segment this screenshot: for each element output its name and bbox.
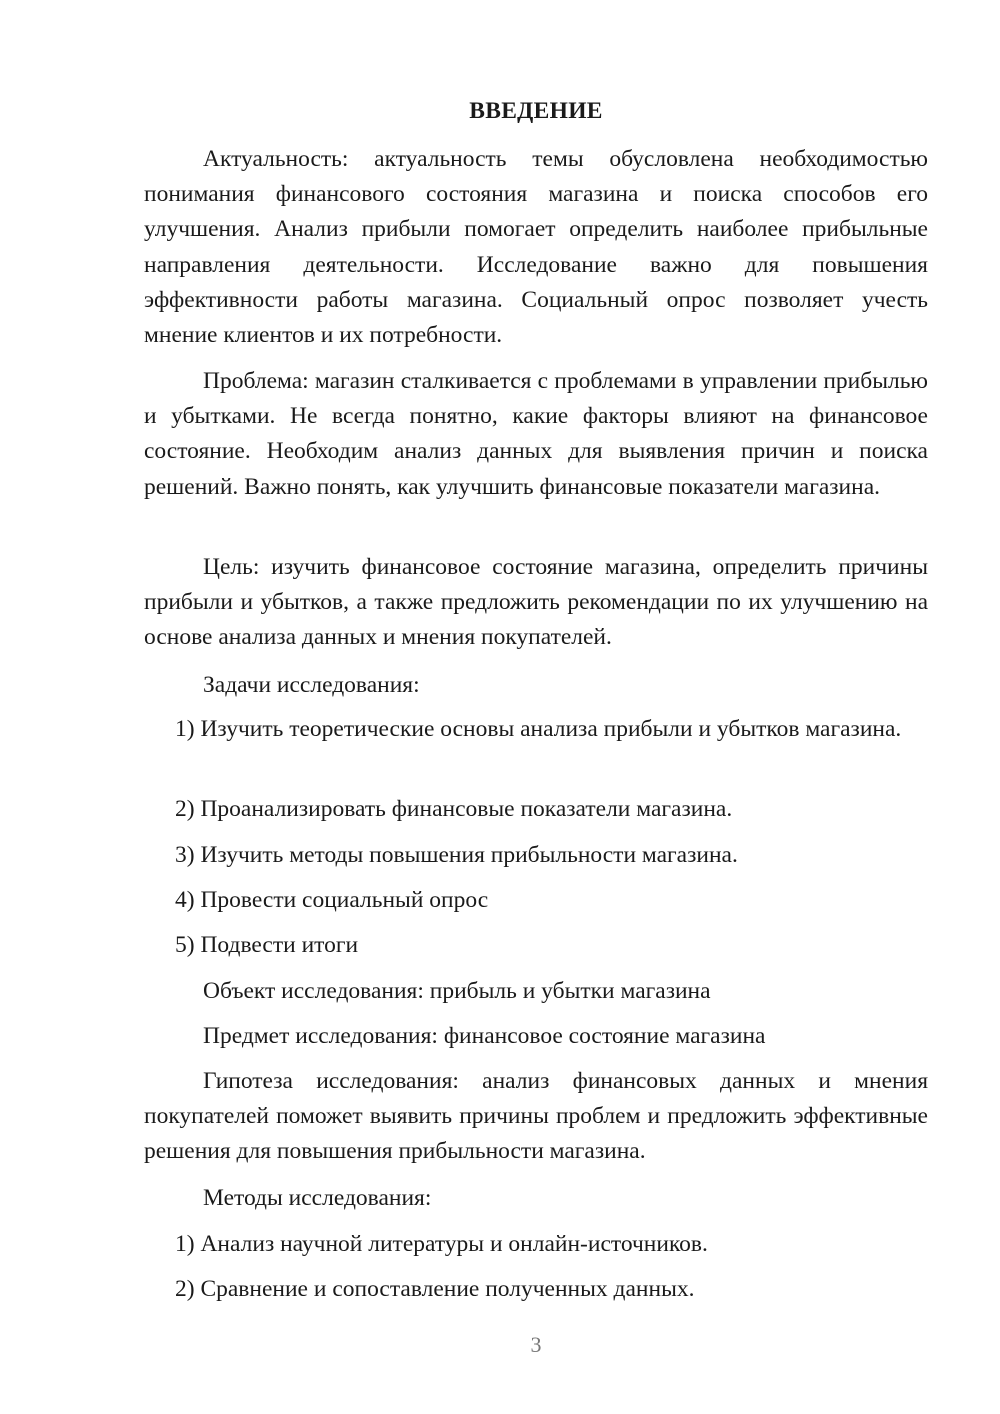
task-item: 4) Провести социальный опрос [175,887,489,913]
section-title: ВВЕДЕНИЕ [469,98,603,124]
problem-paragraph: Проблема: магазин сталкивается с проблемами в управлении прибылью и убытками. Не всегда понятно, какие факторы влияют на финансовое состояние. Необходим анализ данных для выявления причин и поиска решений. Важно понять, как улучшить финансовые показатели магазина. [144,368,928,500]
hypothesis-paragraph: Гипотеза исследования: анализ финансовых данных и мнения покупателей поможет выявить причины проблем и предложить эффективные решения для повышения прибыльности магазина. [144,1068,928,1165]
method-item: 2) Сравнение и сопоставление полученных данных. [175,1276,695,1302]
tasks-heading: Задачи исследования: [203,672,420,698]
object-line: Объект исследования: прибыль и убытки магазина [203,978,711,1004]
task-item: 5) Подвести итоги [175,932,359,958]
goal-paragraph: Цель: изучить финансовое состояние магазина, определить причины прибыли и убытков, а также предложить рекомендации по их улучшению на основе анализа данных и мнения покупателей. [144,554,928,651]
subject-line: Предмет исследования: финансовое состояние магазина [203,1023,766,1049]
page-number: 3 [530,1332,542,1357]
relevance-paragraph: Актуальность: актуальность темы обусловлена необходимостью понимания финансового состояния магазина и поиска способов его улучшения. Анализ прибыли помогает определить наиболее прибыльные направления деятельности. Исследование важно для повышения эффективности работы магазина. Социальный опрос позволяет учесть мнение клиентов и их потребности. [144,146,928,349]
task-item: 2) Проанализировать финансовые показатели магазина. [175,796,733,822]
method-item: 1) Анализ научной литературы и онлайн-источников. [175,1231,708,1257]
task-item: 3) Изучить методы повышения прибыльности магазина. [175,842,738,868]
methods-heading: Методы исследования: [203,1185,432,1211]
task-item: 1) Изучить теоретические основы анализа прибыли и убытков магазина. [175,716,902,742]
